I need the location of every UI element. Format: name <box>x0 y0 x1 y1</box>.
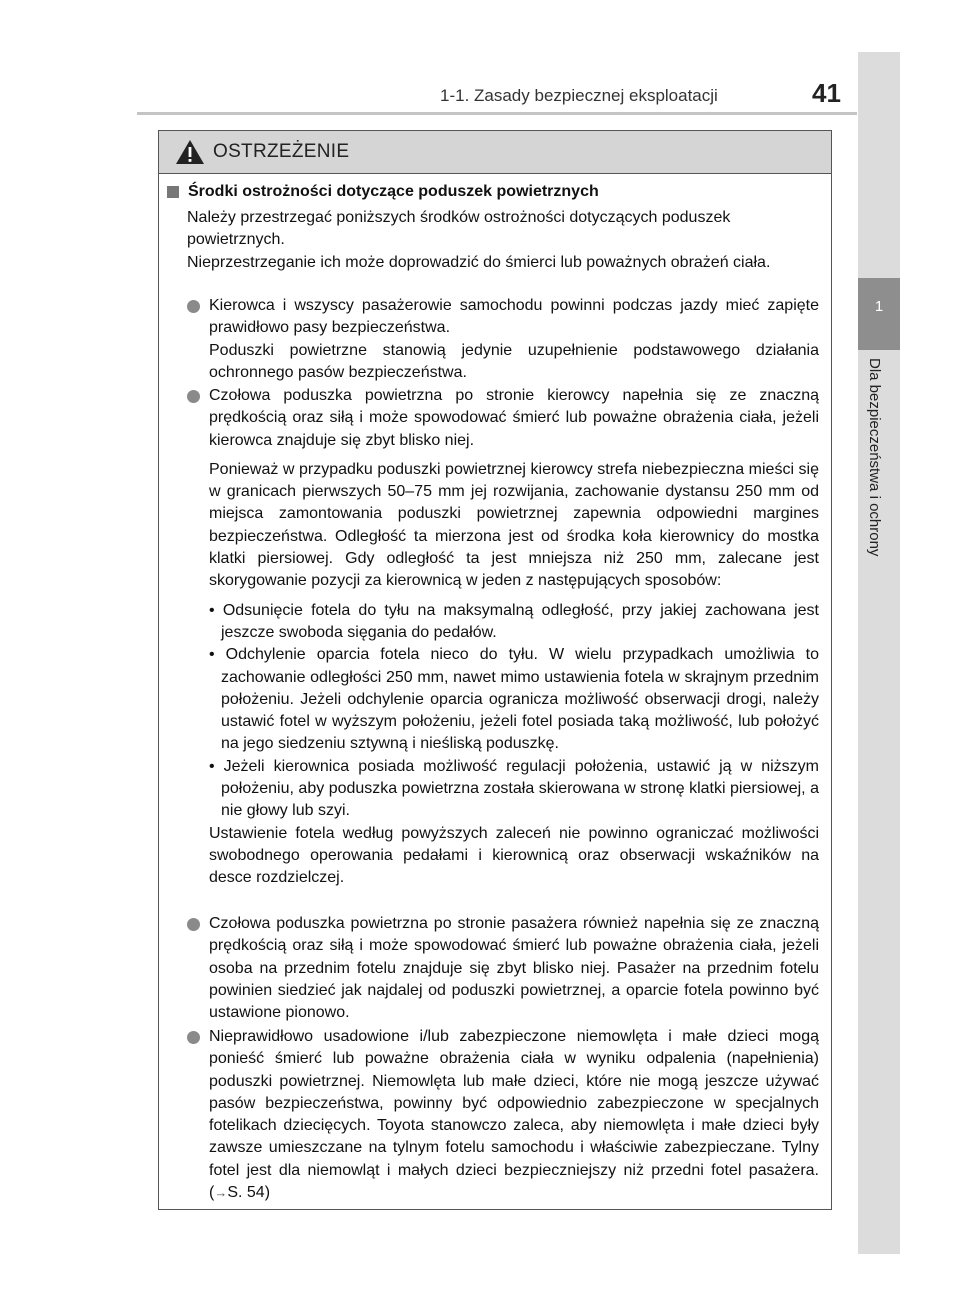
side-chapter-number: 1 <box>874 298 884 315</box>
bullet-item <box>187 1026 819 1204</box>
circle-bullet-icon <box>187 918 200 931</box>
bullet-item <box>187 385 819 890</box>
bullet-text <box>209 1026 819 1204</box>
section-heading <box>167 183 599 201</box>
intro-line: Należy przestrzegać poniższych środków ostrożności dotyczących poduszek powietrznych. <box>187 209 731 249</box>
circle-bullet-icon <box>187 1031 200 1044</box>
intro-line: Nieprzestrzeganie ich może doprowadzić do śmierci lub poważnych obrażeń ciała. <box>187 253 771 271</box>
warning-box <box>158 130 832 1210</box>
closing-paragraph: Ustawienie fotela według powyższych zaleceń nie powinno ograniczać możliwości swobodnego operowania pedałami i kierownicą oraz obserwacji wskaźników na desce rozdzielczej. <box>209 824 819 887</box>
sub-list-item: • Odchylenie oparcia fotela nieco do tyłu. W wielu przypadkach umożliwia to zachowanie odległości 250 mm, nawet mimo ustawienia fotela w skrajnym przednim położeniu. Jeżeli odchylenie oparcia ogranicza możliwość obserwacji drogi, należy ustawić fotel w wyższym położeniu, jeżeli fotel posiada taką możliwość, lub położyć na jego siedzeniu sztywną i nieśliską poduszkę. <box>209 646 819 753</box>
circle-bullet-icon <box>187 390 200 403</box>
intro-text <box>187 207 817 274</box>
bullet-text: Czołowa poduszka powietrzna po stronie pasażera również napełnia się ze znaczną prędkością oraz siłą i może spowodować śmierć lub poważne obrażenia ciała, jeżeli osoba na przednim fotelu znajduje się zbyt blisko niej. Pasażer na przednim fotelu powinien siedzieć jak najdalej od poduszki powietrznej, a oparcie fotela powinno być ustawione pionowo. <box>209 915 819 1022</box>
square-bullet-icon <box>167 186 179 198</box>
bullet-text: Poduszki powietrzne stanowią jedynie uzupełnienie podstawowego działania ochronnego pasów bezpieczeństwa. <box>209 341 819 381</box>
side-chapter-title: Dla bezpieczeństwa i ochrony <box>866 358 883 557</box>
bullet-paragraph: Ponieważ w przypadku poduszki powietrznej kierowcy strefa niebezpieczna mieści się w granicach pierwszych 50–75 mm jej rozwijania, zachowanie dystansu 250 mm od miejsca zamontowania poduszki powietrznej zapewnia odpowiedni margines bezpieczeństwa. Odległość ta mierzona jest od środka koła kierownicy do mostka klatki piersiowej. Gdy odległość ta jest mniejsza niż 250 mm, zalecane jest skorygowanie pozycji za kierownicą w jeden z następujących sposobów: <box>209 460 819 590</box>
section-heading-text: Środki ostrożności dotyczące poduszek powietrznych <box>188 183 599 200</box>
warning-title: OSTRZEŻENIE <box>213 141 350 162</box>
sub-list-item: • Jeżeli kierownica posiada możliwość regulacji położenia, ustawić ją w niższym położeniu, aby poduszka powietrzna została skierowana w stronę klatki piersiowej, a nie głowy lub szyi. <box>209 757 819 820</box>
side-chapter-tab <box>858 52 900 1254</box>
header-section-title: 1-1. Zasady bezpiecznej eksploatacji <box>440 86 718 105</box>
bullet-text-body: Nieprawidłowo usadowione i/lub zabezpieczone niemowlęta i małe dzieci mogą ponieść śmierć lub poważne obrażenia ciała w wyniku odpalenia (napełnienia) poduszki powietrznej. Niemowlęta lub małe dzieci, które nie mogą jeszcze używać pasów bezpieczeństwa, powinny być odpowiednio zabezpieczone w specjalnych fotelikach dziecięcych. Toyota stanowczo zaleca, aby niemowlęta i małe dzieci były zawsze umieszczane na tylnym fotelu samochodu i właściwie zabezpieczane. Tylny fotel jest dla niemowląt i małych dzieci bezpieczniejszy niż przedni fotel pasażera. ( <box>209 1028 819 1202</box>
bullet-item <box>187 295 819 384</box>
page-number: 41 <box>812 78 841 108</box>
bullet-item <box>187 913 819 1024</box>
arrow-right-icon: → <box>214 1185 228 1201</box>
circle-bullet-icon <box>187 300 200 313</box>
page-reference-link[interactable]: S. 54) <box>227 1184 271 1202</box>
header-divider <box>137 112 857 115</box>
warning-triangle-icon <box>175 139 205 165</box>
sub-list <box>209 600 819 890</box>
bullet-text: Czołowa poduszka powietrzna po stronie kierowcy napełnia się ze znaczną prędkością oraz siłą i może spowodować śmierć lub poważne obrażenia ciała, jeżeli kierowca znajduje się zbyt blisko niej. <box>209 387 819 449</box>
bullet-text: Kierowca i wszyscy pasażerowie samochodu powinni podczas jazdy mieć zapięte prawidłowo pasy bezpieczeństwa. <box>209 297 819 337</box>
warning-header <box>159 131 831 174</box>
sub-list-item: • Odsunięcie fotela do tyłu na maksymalną odległość, przy jakiej zachowana jest jeszcze swoboda sięgania do pedałów. <box>209 601 819 641</box>
